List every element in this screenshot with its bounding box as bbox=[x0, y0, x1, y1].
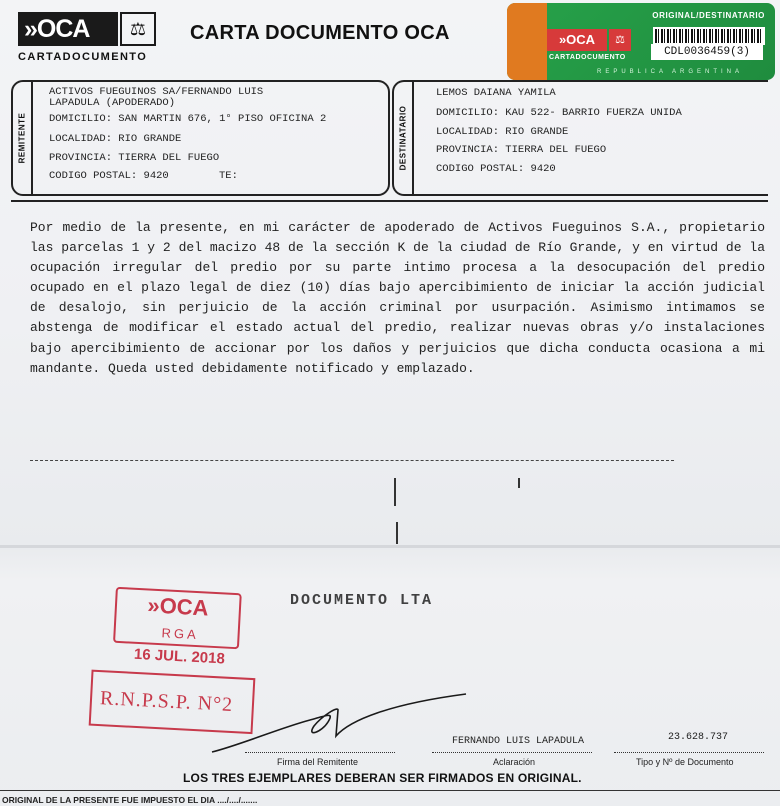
footnote: ORIGINAL DE LA PRESENTE FUE IMPUESTO EL DIA ..../..../....... bbox=[2, 795, 258, 805]
signature-line bbox=[245, 752, 395, 753]
mark-line bbox=[518, 478, 520, 488]
divider bbox=[11, 200, 768, 202]
stamp-orange-band bbox=[507, 3, 547, 80]
sender-city: LOCALIDAD: RIO GRANDE bbox=[49, 133, 182, 145]
recipient-name: LEMOS DAIANA YAMILA bbox=[436, 87, 556, 99]
oca-logo bbox=[18, 12, 158, 48]
recipient-address: DOMICILIO: KAU 522- BARRIO FUERZA UNIDA bbox=[436, 107, 682, 119]
recipient-side-label: DESTINATARIO bbox=[394, 82, 414, 194]
stamp-label: ORIGINAL/DESTINATARIO bbox=[652, 11, 765, 20]
sender-name-2: LAPADULA (APODERADO) bbox=[49, 97, 176, 109]
mark-line bbox=[394, 478, 396, 506]
postmark-office: RGA bbox=[161, 625, 200, 643]
postmark-registry: R.N.P.S.P. N°2 bbox=[89, 670, 256, 735]
mark-line bbox=[396, 522, 398, 544]
footer-instruction: LOS TRES EJEMPLARES DEBERAN SER FIRMADOS EN ORIGINAL. bbox=[183, 771, 582, 785]
scale-icon: ⚖ bbox=[609, 29, 631, 51]
recipient-box bbox=[392, 80, 768, 196]
faded-stamp-text: DOCUMENTO LTA bbox=[290, 592, 434, 609]
signature-scribble bbox=[210, 690, 470, 760]
sender-box bbox=[11, 80, 390, 196]
footer-divider bbox=[0, 790, 780, 791]
letter-body: Por medio de la presente, en mi carácter de apoderado de Activos Fueguinos S.A., propietario las parcelas 1 y 2 del macizo 48 de la sección K de la ciudad de Río Grande, y en virtud de la ocupación irregular del predio por su parte intimo procesa a la desocupación del predio ocupado en el plazo legal de diez (10) días bajo apercibimiento de iniciar la acción judicial de desalojo, sin perjuicio de la acción criminal por usurpación. Asimismo intimamos se abstenga de modificar el estado actual del predio, realizar nuevas obras y/o instalaciones bajo apercibimiento de accionar por los daños y perjuicios que dicha conducta ocasiona a mi mandante. Queda usted debidamente notificado y emplazado. bbox=[30, 220, 765, 376]
recipient-city: LOCALIDAD: RIO GRANDE bbox=[436, 126, 569, 138]
postmark-logo: »OCA bbox=[113, 587, 242, 650]
document-line bbox=[614, 752, 764, 753]
recipient-province: PROVINCIA: TIERRA DEL FUEGO bbox=[436, 144, 607, 156]
stamp-subtitle: CARTADOCUMENTO bbox=[549, 54, 626, 61]
scale-icon: ⚖ bbox=[120, 12, 156, 46]
document-label: Tipo y Nº de Documento bbox=[636, 757, 734, 767]
stamp-country: REPUBLICA ARGENTINA bbox=[597, 69, 744, 75]
stamp-logo: »OCA bbox=[547, 29, 607, 51]
dashed-separator bbox=[30, 460, 674, 461]
document-number: 23.628.737 bbox=[668, 732, 729, 743]
logo-subtitle: CARTADOCUMENTO bbox=[18, 51, 148, 63]
sender-address: DOMICILIO: SAN MARTIN 676, 1° PISO OFICINA 2 bbox=[49, 113, 327, 125]
signature-label: Firma del Remitente bbox=[277, 757, 359, 767]
aclaracion-label: Aclaración bbox=[493, 757, 536, 767]
paper-fold bbox=[0, 545, 780, 548]
document-title: CARTA DOCUMENTO OCA bbox=[190, 22, 450, 44]
sender-province: PROVINCIA: TIERRA DEL FUEGO bbox=[49, 152, 220, 164]
aclaracion-line bbox=[432, 752, 592, 753]
barcode bbox=[653, 27, 765, 45]
stamp-code: CDL0036459(3) bbox=[651, 44, 763, 60]
sender-name: ACTIVOS FUEGUINOS SA/FERNANDO LUIS bbox=[49, 86, 264, 98]
postmark-date: 16 JUL. 2018 bbox=[133, 645, 226, 668]
sender-phone: TE: bbox=[219, 170, 238, 182]
sender-side-label: REMITENTE bbox=[13, 82, 33, 194]
oca-logo-mark: »OCA bbox=[18, 12, 118, 46]
aclaracion-value: FERNANDO LUIS LAPADULA bbox=[452, 736, 585, 747]
recipient-postal-code: CODIGO POSTAL: 9420 bbox=[436, 163, 556, 175]
postage-stamp bbox=[507, 3, 775, 80]
sender-postal-code: CODIGO POSTAL: 9420 bbox=[49, 170, 169, 182]
